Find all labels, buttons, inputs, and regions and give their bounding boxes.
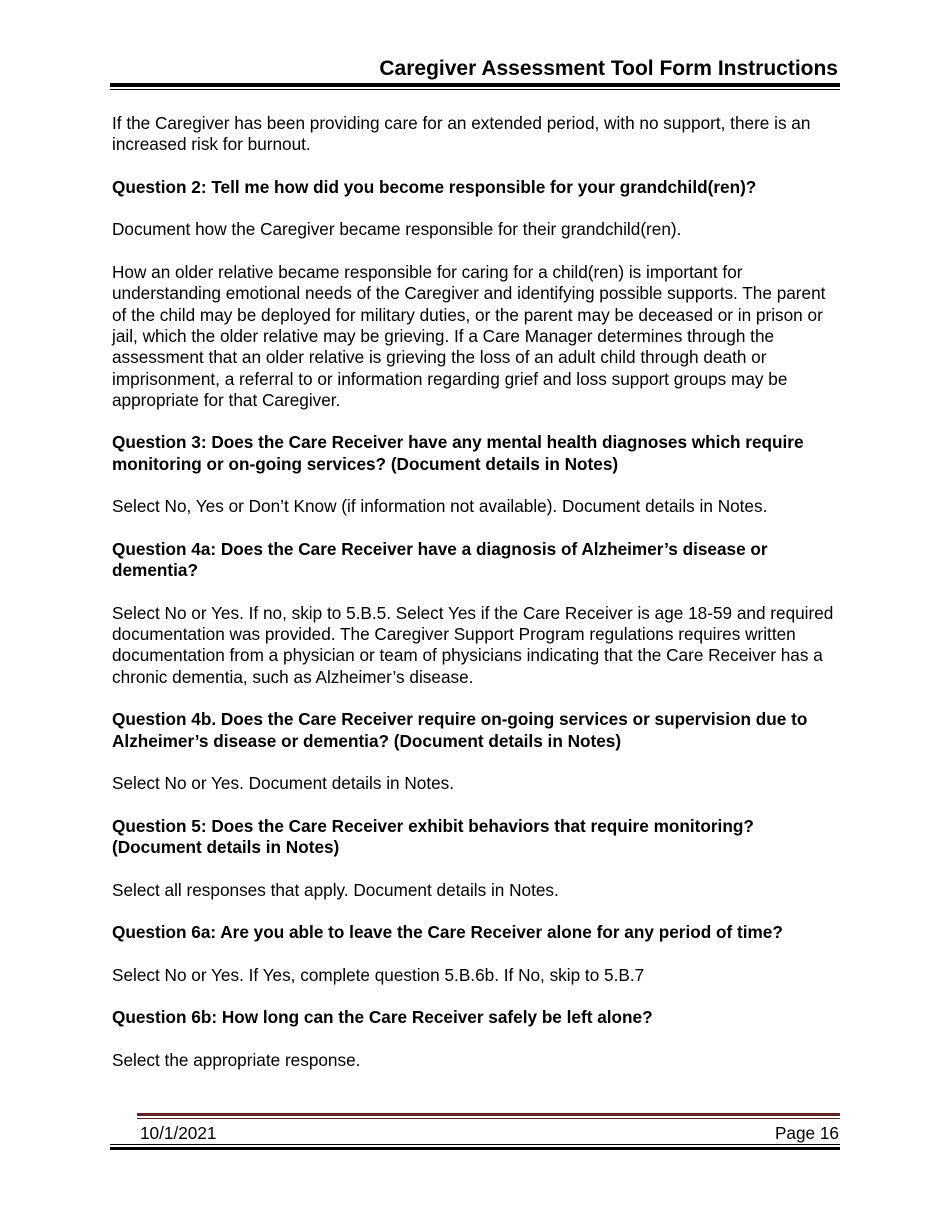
- paragraph-question-6a-instructions: Select No or Yes. If Yes, complete question 5.B.6b. If No, skip to 5.B.7: [112, 964, 645, 985]
- page-header-title: Caregiver Assessment Tool Form Instructions: [379, 57, 838, 80]
- footer-rule-top-thick: [137, 1113, 840, 1116]
- header-rule-thin: [110, 89, 840, 90]
- question-5-heading: Question 5: Does the Care Receiver exhibit behaviors that require monitoring? (Document details in Notes): [112, 815, 754, 858]
- document-body: [112, 113, 842, 1093]
- paragraph-question-4a-instructions: Select No or Yes. If no, skip to 5.B.5. Select Yes if the Care Receiver is age 18-59 and required documentation was provided. The Caregiver Support Program regulations requires written documentation from a physician or team of physicians indicating that the Care Receiver has a chronic dementia, such as Alzheimer’s disease.: [112, 602, 834, 687]
- footer-rule-bottom-thin: [110, 1144, 840, 1145]
- question-2-heading: Question 2: Tell me how did you become responsible for your grandchild(ren)?: [112, 176, 757, 197]
- question-6a-heading: Question 6a: Are you able to leave the Care Receiver alone for any period of time?: [112, 922, 783, 943]
- question-4b-heading: Question 4b. Does the Care Receiver require on-going services or supervision due to Alzheimer’s disease or dementia? (Document details in Notes): [112, 709, 808, 751]
- paragraph-burnout-risk: If the Caregiver has been providing care for an extended period, with no support, there is an increased risk for burnout.: [112, 113, 811, 155]
- paragraph-question-4b-instructions: Select No or Yes. Document details in Notes.: [112, 773, 455, 794]
- paragraph-question-6b-instructions: Select the appropriate response.: [112, 1050, 361, 1071]
- header-rule-thick: [110, 83, 840, 87]
- footer-date: 10/1/2021: [140, 1123, 217, 1143]
- question-3-heading: Question 3: Does the Care Receiver have any mental health diagnoses which require monitoring or on-going services? (Document details in Notes): [112, 432, 804, 474]
- footer-page-number: Page 16: [774, 1123, 839, 1143]
- paragraph-document-responsibility: Document how the Caregiver became responsible for their grandchild(ren).: [112, 219, 682, 240]
- footer-rule-bottom-thick: [110, 1147, 840, 1150]
- question-6b-heading: Question 6b: How long can the Care Receiver safely be left alone?: [112, 1007, 653, 1028]
- question-4a-heading: Question 4a: Does the Care Receiver have a diagnosis of Alzheimer’s disease or dementia?: [112, 538, 768, 581]
- paragraph-question-3-instructions: Select No, Yes or Don’t Know (if information not available). Document details in Notes.: [112, 496, 768, 517]
- paragraph-question-5-instructions: Select all responses that apply. Document details in Notes.: [112, 879, 559, 900]
- paragraph-older-relative: How an older relative became responsible for caring for a child(ren) is important for understanding emotional needs of the Caregiver and identifying possible supports. The parent of the child may be deployed for military duties, or the parent may be deceased or in prison or jail, which the older relative may be grieving. If a Care Manager determines through the assessment that an older relative is grieving the loss of an adult child through death or imprisonment, a referral to or information regarding grief and loss support groups may be appropriate for that Caregiver.: [112, 262, 826, 410]
- footer-rule-top-thin: [137, 1118, 840, 1119]
